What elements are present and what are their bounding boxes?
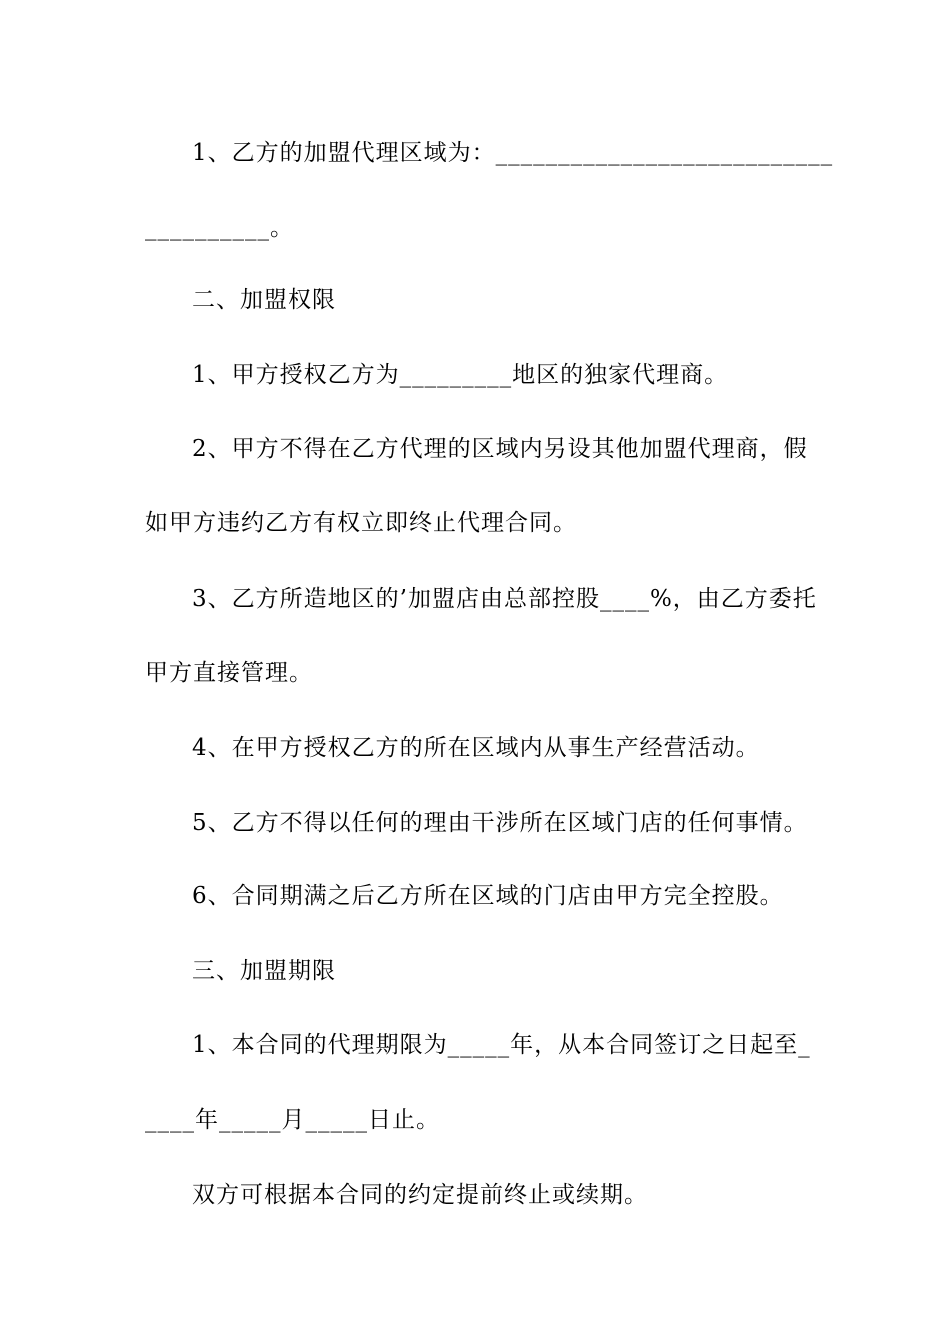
section-3-item-1-line-2: ____年_____月_____日止。	[145, 1107, 440, 1133]
section-1-item-1-line-1: 1、乙方的加盟代理区域为：___________________________	[192, 140, 834, 166]
section-1-item-1-line-2: __________。	[145, 215, 294, 241]
section-2-item-3-line-2: 甲方直接管理。	[145, 660, 313, 686]
section-3-note: 双方可根据本合同的约定提前终止或续期。	[192, 1182, 648, 1208]
section-2-item-4: 4、在甲方授权乙方的所在区域内从事生产经营活动。	[192, 735, 760, 761]
section-2-heading: 二、加盟权限	[192, 287, 336, 313]
section-3-heading: 三、加盟期限	[192, 958, 336, 984]
section-2-item-1: 1、甲方授权乙方为_________地区的独家代理商。	[192, 362, 729, 388]
section-2-item-3-line-1: 3、乙方所造地区的’加盟店由总部控股____%，由乙方委托	[192, 586, 817, 612]
section-3-item-1-line-1: 1、本合同的代理期限为_____年，从本合同签订之日起至_	[192, 1032, 811, 1058]
section-2-item-2-line-2: 如甲方违约乙方有权立即终止代理合同。	[145, 510, 577, 536]
section-2-item-6: 6、合同期满之后乙方所在区域的门店由甲方完全控股。	[192, 883, 784, 909]
section-2-item-2-line-1: 2、甲方不得在乙方代理的区域内另设其他加盟代理商，假	[192, 436, 808, 462]
section-2-item-5: 5、乙方不得以任何的理由干涉所在区域门店的任何事情。	[192, 810, 808, 836]
